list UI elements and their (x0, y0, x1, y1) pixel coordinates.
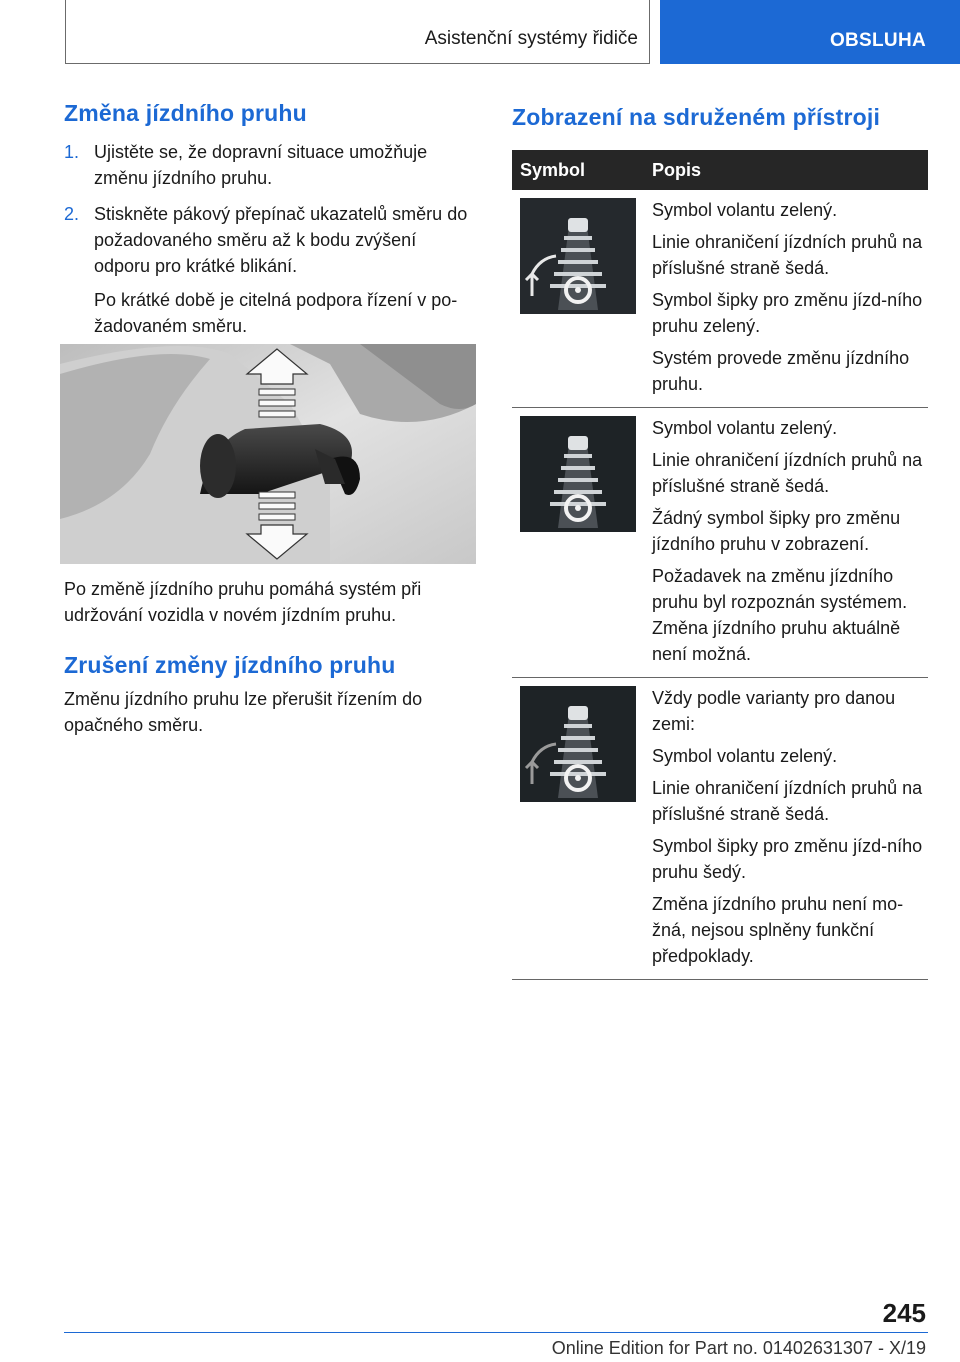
header-bottom-rule (65, 63, 650, 64)
table-row (512, 408, 928, 678)
col-desc-header: Popis (644, 150, 928, 190)
table-header-row (512, 150, 928, 190)
row-line: Symbol šipky pro změnu jízd-ního pruhu šedý. (652, 836, 923, 882)
row-line: Linie ohraničení jízdních pruhů na příslušné straně šedá. (652, 450, 923, 496)
header-chapter-label: OBSLUHA (829, 30, 926, 51)
row-line: Symbol volantu zelený. (652, 746, 838, 766)
step-note: Po krátké době je citelná podpora řízení v po-žadovaném směru. (94, 290, 458, 336)
heading-cancel-lane-change: Zrušení změny jízdního pruhu (64, 652, 396, 678)
step-item (64, 201, 476, 339)
steps-list (64, 139, 476, 339)
symbol-table (512, 150, 928, 980)
header-chapter-tab[interactable] (660, 0, 960, 64)
row-line: Žádný symbol šipky pro změnu jízdního pruhu v zobrazení. (652, 508, 901, 554)
row-line: Symbol volantu zelený. (652, 200, 838, 220)
left-column (64, 100, 476, 349)
row-line: Požadavek na změnu jízdního pruhu byl rozpoznán systémem. Změna jízdního pruhu aktuálně není možná. (652, 566, 908, 664)
row-line: Změna jízdního pruhu není mo-žná, nejsou splněny funkční předpoklady. (652, 894, 904, 966)
step-item (64, 139, 476, 191)
step-number: 1. (64, 142, 80, 162)
heading-lane-change: Změna jízdního pruhu (64, 100, 307, 126)
lane-change-unavailable-icon (520, 686, 636, 802)
heading-instrument-display: Zobrazení na sdruženém přístroji (512, 104, 881, 130)
header-left-rule (65, 0, 66, 64)
step-text: Stiskněte pákový přepínač ukazatelů směru do požadovaného směru až k bodu zvýšení odporu pro krátké blikání. (94, 204, 468, 276)
row-line: Vždy podle varianty pro danou zemi: (652, 688, 896, 734)
turn-signal-lever-photo (60, 344, 476, 564)
footer-edition: Online Edition for Part no. 01402631307 - X/19 (551, 1338, 926, 1358)
header-divider (649, 0, 650, 64)
row-line: Symbol volantu zelený. (652, 418, 838, 438)
col-symbol-header: Symbol (512, 150, 644, 190)
page-number: 245 (882, 1298, 926, 1328)
step-number: 2. (64, 204, 80, 224)
paragraph-after-change: Po změně jízdního pruhu pomáhá systém při udržování vozidla v novém jízdním pruhu. (64, 579, 422, 625)
step-text: Ujistěte se, že dopravní situace umožňuje změnu jízdního pruhu. (94, 142, 428, 188)
lane-keeping-icon (520, 416, 636, 532)
row-line: Symbol šipky pro změnu jízd-ního pruhu zelený. (652, 290, 923, 336)
footer-rule (64, 1332, 928, 1333)
header-section-title: Asistenční systémy řidiče (424, 28, 638, 49)
row-line: Systém provede změnu jízdního pruhu. (652, 348, 910, 394)
table-row (512, 678, 928, 980)
row-line: Linie ohraničení jízdních pruhů na příslušné straně šedá. (652, 778, 923, 824)
lane-change-assist-icon (520, 198, 636, 314)
paragraph-cancel: Změnu jízdního pruhu lze přerušit řízením do opačného směru. (64, 689, 423, 735)
table-row (512, 190, 928, 408)
row-line: Linie ohraničení jízdních pruhů na příslušné straně šedá. (652, 232, 923, 278)
